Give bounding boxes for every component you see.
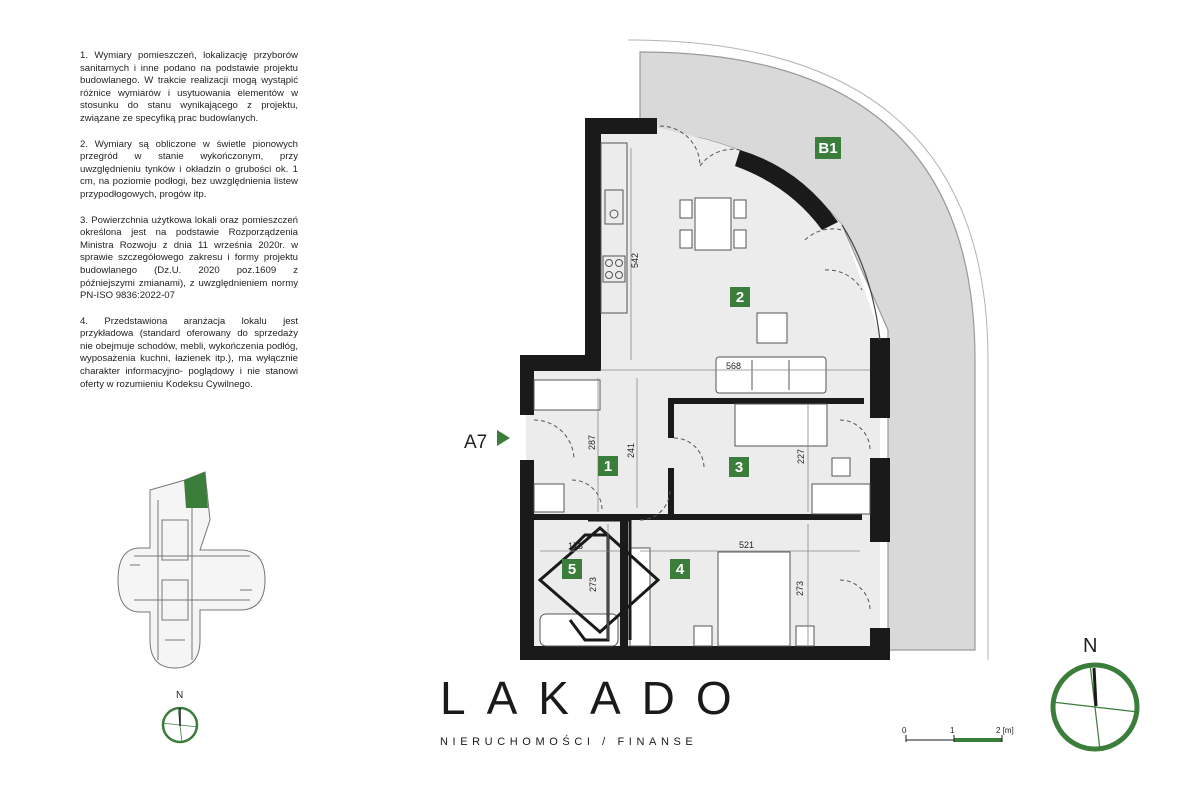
brand-tagline: NIERUCHOMOŚCI / FINANSE <box>440 736 698 748</box>
north-compass <box>1052 635 1138 750</box>
dim-hall-height: 287 <box>587 434 597 450</box>
note-1: 1. Wymiary pomieszczeń, lokalizację przyborów sanitarnych i inne podano na podstawie projektu budowlanego. W trakcie realizacji mogą wystąpić różnice wymiarów i usytuowania elementów w stosunku do stanu wynikającego z projektu, związane ze specyfiką prac budowlanych. <box>80 50 298 124</box>
scale-bar <box>896 722 1026 752</box>
room-tag-2: 2 <box>735 289 745 306</box>
entrance-arrow-icon <box>497 430 510 446</box>
brand-name: LAKADO <box>440 672 753 724</box>
compass-letter: N <box>1083 635 1098 657</box>
dim-room4-height: 273 <box>795 580 805 596</box>
dim-bath-width: 173 <box>568 541 584 551</box>
note-4: 4. Przedstawiona aranżacja lokalu jest przykładowa (standard oferowany do sprzedaży nie obejmuje schodów, mebli, wykończenia podłóg, wyposażenia kuchni, łazienek itp.), ma wyłącznie charakter informacyjno- poglądowy i nie stanowi oferty w rozumieniu Kodeksu Cywilnego. <box>80 315 298 390</box>
dim-room3-height: 227 <box>796 448 806 464</box>
key-plan-highlight <box>184 472 208 508</box>
dim-living-width: 568 <box>726 361 742 371</box>
scale-label-0: 0 <box>902 726 907 735</box>
room-tag-5: 5 <box>567 561 577 578</box>
dim-kitchen-wall: 542 <box>630 252 640 268</box>
scale-label-2: 2 [m] <box>996 726 1014 735</box>
balcony-tag: B1 <box>818 140 838 157</box>
dim-room4-width: 521 <box>739 540 755 550</box>
dim-bath-height: 273 <box>588 576 598 592</box>
room-tag-4: 4 <box>675 561 685 578</box>
room-tag-1: 1 <box>603 458 613 475</box>
room-tag-3: 3 <box>734 459 744 476</box>
mini-compass <box>162 690 198 743</box>
mini-compass-letter: N <box>176 690 184 701</box>
scale-label-1: 1 <box>950 726 955 735</box>
dim-hall-inner: 241 <box>626 442 636 458</box>
unit-label: A7 <box>464 432 488 453</box>
note-3: 3. Powierzchnia użytkowa lokali oraz pomieszczeń określona jest na podstawie Rozporządzenia Ministra Rozwoju z dnia 11 września 2020r. w sprawie szczegółowego zakresu i formy projektu budowlanego (Dz.U. 2020 poz.1609 z późniejszymi zmianami), z uwzględnieniem normy PN-ISO 9836:2022-07 <box>80 214 298 302</box>
note-2: 2. Wymiary są obliczone w świetle pionowych przegród w stanie wykończonym, przy uwzględnieniu tynków i okładzin o grubości ok. 1 cm, na poziomie podłogi, bez uwzględnienia listew przypodłogowych, progów itp. <box>80 138 298 200</box>
brand-logo <box>440 674 770 748</box>
